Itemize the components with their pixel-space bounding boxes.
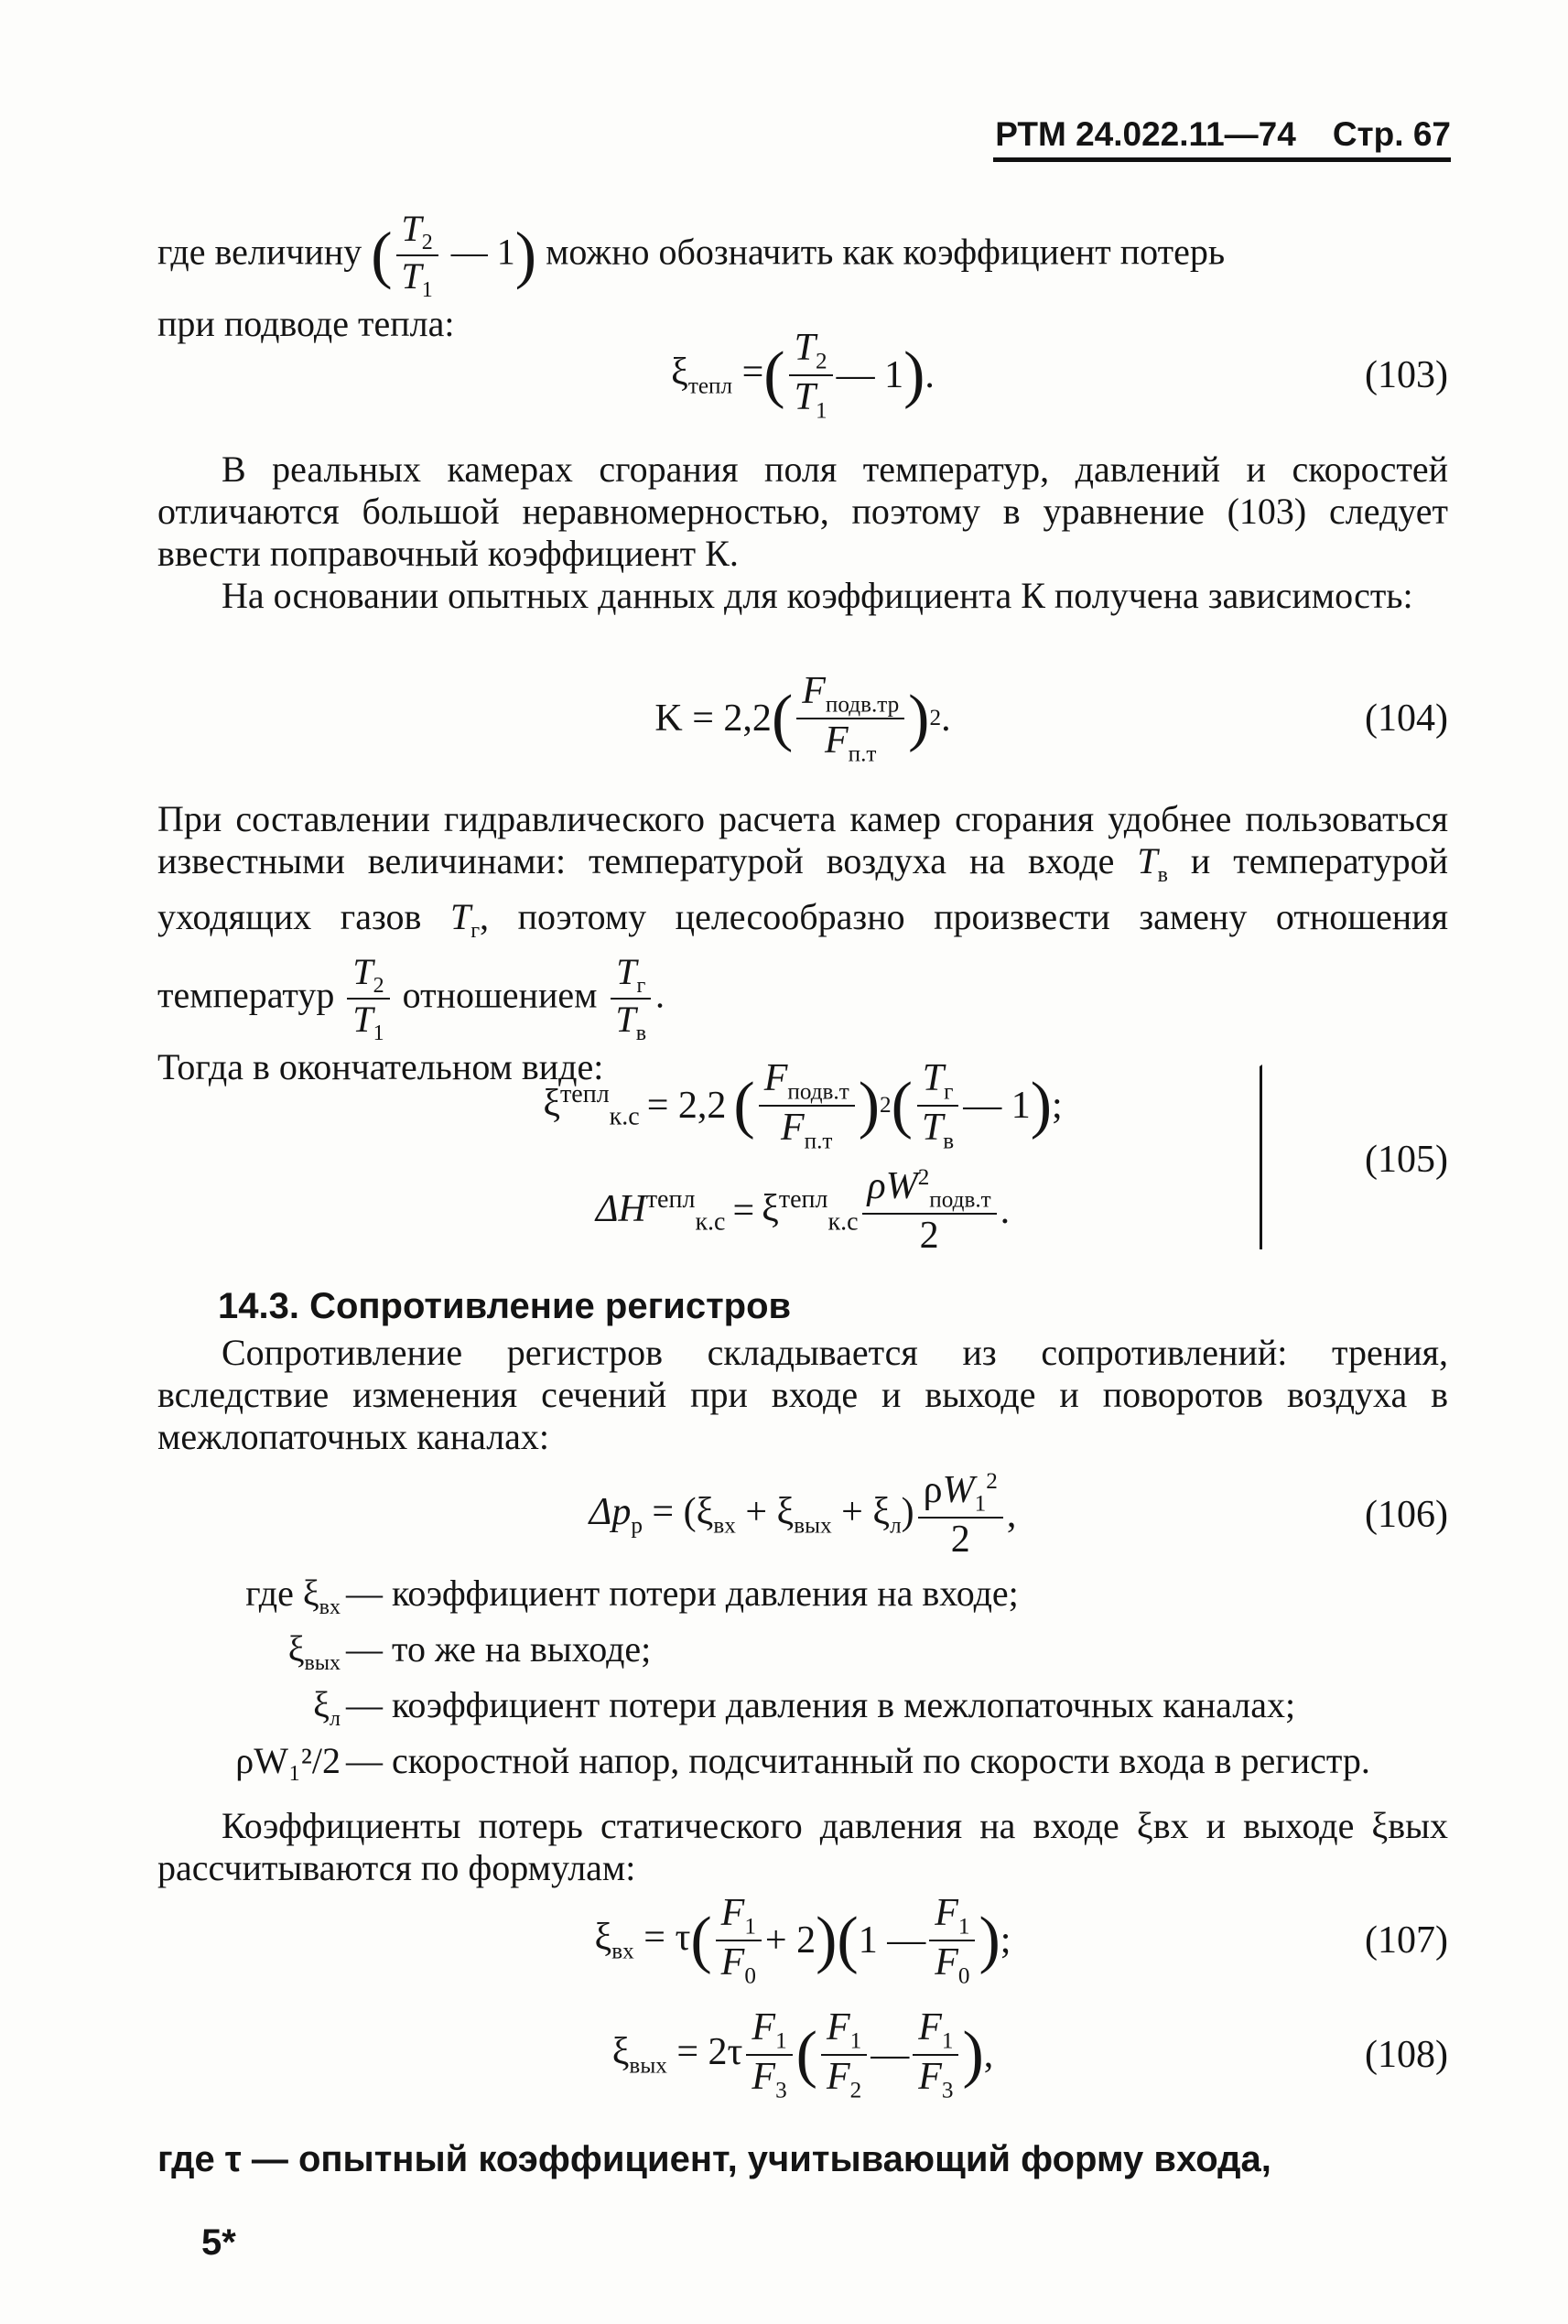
definition-item: где $\xi_{вх}$ — коэффициент потери давления на входе; [245, 1573, 1019, 1619]
equation-number: (105) [1365, 1139, 1448, 1181]
equation-brace [1247, 1065, 1262, 1249]
equation-number: (104) [1365, 697, 1448, 740]
equation-number: (106) [1365, 1494, 1448, 1536]
paragraph-static-pressure: Коэффициенты потерь статического давления на входе ξвх и выходе ξвых рассчитываются по формулам: [157, 1805, 1448, 1888]
signature-mark: 5* [201, 2222, 236, 2263]
equation-number: (103) [1365, 354, 1448, 396]
definition-item: $\xi_л$ — коэффициент потери давления в межлопаточных каналах; [313, 1684, 1296, 1731]
section-heading: 14.3. Сопротивление регистров [218, 1286, 792, 1326]
equation-number: (107) [1365, 1919, 1448, 1962]
equation-107: $\xi_{вх} = \tau$ ( $\frac{F_1}{F_0}$ + 2 ) ( 1 — $\frac{F_1}{F_0}$ ) ; (107) [594, 1891, 1448, 1989]
fraction-t2-t1: $\frac{T_2}{T_1}$ [396, 209, 438, 303]
equation-104: K = 2,2 ( $\frac{F_{подв.тр}}{F_{п.т}}$ ) 2 . (104) [654, 669, 1448, 767]
paragraph-hydraulic-calc: При составлении гидравлического расчета камер сгорания удобнее пользоваться известными величинами: температурой воздуха на входе $T_в$ и температурой уходящих газов $T_г$, поэтому целесообразно произвести замену отношения температур $\frac{T_2}{T_1}$ отношением $\frac{T_г}{T_в}$ . Тогда в окончательном виде: [157, 798, 1449, 1087]
definition-item: ρW₁²/2 — скоростной напор, подсчитанный по скорости входа в регистр. [235, 1740, 1370, 1781]
paragraph-experimental: На основании опытных данных для коэффициента К получена зависимость: [222, 575, 1413, 616]
page-number: Стр. 67 [1332, 115, 1451, 153]
equation-106: $\Delta p_р = (\xi_{вх} + \xi_{вых} + \xi_л)$ $\frac{\rho W_1^2}{2}$ , (106) [589, 1468, 1448, 1561]
paragraph-real-chambers: В реальных камерах сгорания поля температур, давлений и скоростей отличаются большой неравномерностью, поэтому в уравнение (103) следует ввести поправочный коэффициент К. [157, 449, 1448, 574]
equation-105: $\xi^{тепл}_{к.с}$ = 2,2 ( $\frac{F_{подв.т}}{F_{п.т}}$ ) 2 ( $\frac{T_г}{T_в}$ — 1 ) ; $\Delta H^{тепл}_{к.с}$ = $\xi^{тепл}_{к.с}$ $\frac{\rho W^2_{подв.т}}{2}$ . (105) [543, 1056, 1448, 1257]
equation-number: (108) [1365, 2034, 1448, 2076]
definition-item: $\xi_{вых}$ — то же на выходе; [287, 1628, 652, 1675]
paragraph-intro: где величину ( $\frac{T_2}{T_1}$ — 1) можно обозначить как коэффициент потерь при подводе тепла: [157, 208, 1226, 344]
paragraph-register-resistance: Сопротивление регистров складывается из сопротивлений: трения, вследствие изменения сечений при входе и выходе и поворотов воздуха в межлопаточных каналах: [157, 1332, 1448, 1457]
equation-103: $\xi_{тепл}$ = ( $\frac{T_2}{T_1}$ — 1 ) . (103) [671, 326, 1448, 424]
paragraph-tau-definition: где τ — опытный коэффициент, учитывающий форму входа, [157, 2139, 1271, 2179]
equation-108: $\xi_{вых} = 2\tau$ $\frac{F_1}{F_3}$ ( $\frac{F_1}{F_2}$ — $\frac{F_1}{F_3}$ ) , (108) [611, 2005, 1448, 2103]
symbol-definitions [157, 1573, 1448, 1782]
document-code: РТМ 24.022.11—74 [995, 115, 1296, 153]
page-header [993, 99, 1451, 162]
